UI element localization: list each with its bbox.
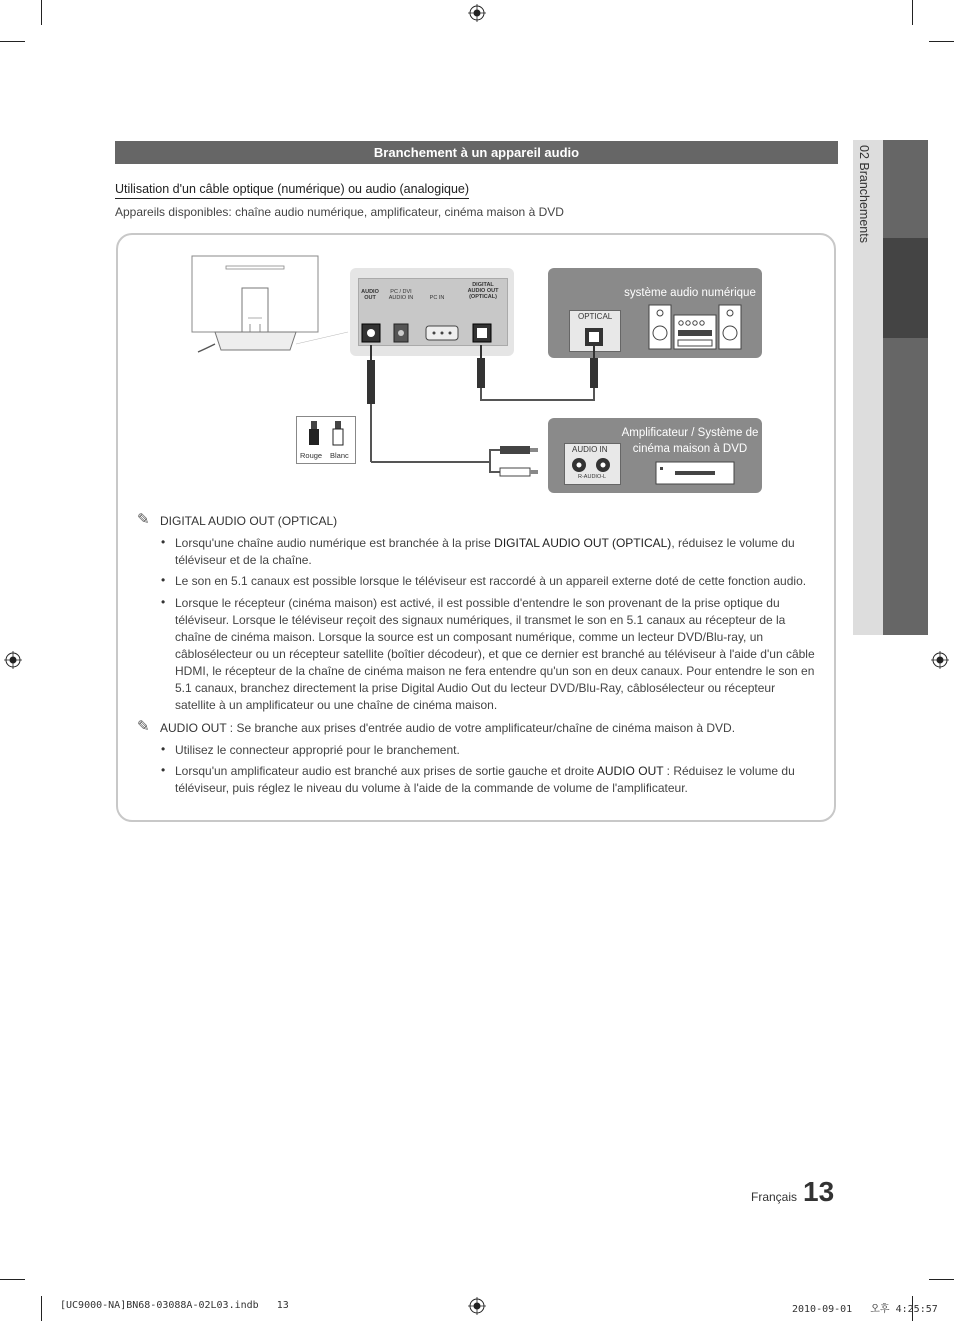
blanc-label: Blanc bbox=[330, 451, 349, 460]
subheading: Utilisation d'un câble optique (numérique) ou audio (analogique) bbox=[115, 182, 469, 199]
crop-mark bbox=[929, 1279, 954, 1280]
registration-mark-icon bbox=[4, 651, 22, 669]
note2-bullet-2: Lorsqu'un amplificateur audio est branché aux prises de sortie gauche et droite AUDIO OUT : Réduisez le volume du téléviseur, puis réglez le niveau du volume à l'aide de la commande de volume de l'amplificateur. bbox=[175, 764, 795, 795]
crop-mark bbox=[929, 41, 954, 42]
note1-bullet-2: Le son en 5.1 canaux est possible lorsque le téléviseur est raccordé à un appareil externe doté de cette fonction audio. bbox=[175, 574, 807, 588]
bullet-icon: • bbox=[161, 595, 166, 609]
optical-label: OPTICAL bbox=[578, 312, 613, 321]
note-pencil-icon: ✎ bbox=[137, 718, 150, 735]
registration-mark-icon bbox=[931, 651, 949, 669]
bullet-icon: • bbox=[161, 535, 166, 549]
audio-system-icon bbox=[648, 303, 744, 351]
digital-audio-label: système audio numérique bbox=[624, 287, 756, 299]
registration-mark-icon bbox=[468, 1297, 486, 1315]
dvd-player-icon bbox=[655, 461, 735, 485]
available-devices: Appareils disponibles: chaîne audio numérique, amplificateur, cinéma maison à DVD bbox=[115, 205, 564, 219]
chapter-tab-block bbox=[883, 140, 928, 238]
bullet-icon: • bbox=[161, 573, 166, 587]
port-label-digital-audio-out: DIGITAL AUDIO OUT (OPTICAL) bbox=[467, 282, 499, 300]
chapter-tab-block bbox=[883, 338, 928, 635]
cables-icon bbox=[360, 340, 610, 490]
footer-language: Français bbox=[751, 1190, 798, 1204]
bullet-icon: • bbox=[161, 763, 166, 777]
crop-mark bbox=[0, 41, 25, 42]
rouge-label: Rouge bbox=[300, 451, 323, 460]
port-label-pc-dvi: PC / DVI AUDIO IN bbox=[388, 289, 414, 301]
note-pencil-icon: ✎ bbox=[137, 511, 150, 528]
chapter-label: 02 Branchements bbox=[857, 145, 871, 243]
chapter-tab-block-active bbox=[883, 238, 928, 338]
crop-mark bbox=[41, 1296, 42, 1321]
tv-back-icon bbox=[190, 254, 350, 360]
rca-plugs-icon bbox=[304, 419, 348, 449]
registration-mark-icon bbox=[468, 4, 486, 22]
note1-title: DIGITAL AUDIO OUT (OPTICAL) bbox=[160, 514, 338, 528]
note2-bullet-1: Utilisez le connecteur approprié pour le branchement. bbox=[175, 743, 460, 757]
note2: AUDIO OUT : Se branche aux prises d'entrée audio de votre amplificateur/chaîne de cinéma maison à DVD. bbox=[160, 721, 736, 735]
section-title: Branchement à un appareil audio bbox=[115, 141, 838, 164]
crop-mark bbox=[41, 0, 42, 25]
amplifier-label: Amplificateur / Système de cinéma maison à DVD bbox=[621, 427, 759, 455]
audio-in-label: AUDIO IN bbox=[572, 445, 608, 454]
port-label-pc-in: PC IN bbox=[429, 295, 445, 301]
print-slug-date: 2010-09-01 오후 4:25:57 bbox=[792, 1304, 938, 1315]
port-label-audio-out: AUDIO OUT bbox=[361, 289, 379, 301]
note1-bullet-3: Lorsque le récepteur (cinéma maison) est activé, il est possible d'entendre le son provenant de la prise optique du téléviseur. Lorsque le téléviseur reçoit des signaux numériques, il transmet le son en 5.1 canaux au récepteur de la chaîne de cinéma maison. Lorsque la source est un composant numérique, comme un lecteur DVD/Blu-ray, un câblosélecteur ou un récepteur satellite (boîtier décodeur), et que ce dernier est branché au téléviseur à l'aide d'un câble HDMI, le récepteur de la chaîne de cinéma maison ne fera entendre qu'un son en deux canaux. Pour entendre le son en 5.1 canaux, branchez directement la prise Digital Audio Out du lecteur DVD/Blu-Ray, câblosélecteur ou récepteur satellite à un amplificateur ou une chaîne de cinéma maison. bbox=[175, 596, 815, 712]
r-audio-l-label: R-AUDIO-L bbox=[578, 474, 607, 480]
print-slug-file: [UC9000-NA]BN68-03088A-02L03.indb 13 bbox=[60, 1300, 289, 1311]
bullet-icon: • bbox=[161, 742, 166, 756]
page-number: 13 bbox=[803, 1176, 835, 1207]
note1-bullet-1: Lorsqu'une chaîne audio numérique est branchée à la prise DIGITAL AUDIO OUT (OPTICAL), réduisez le volume du téléviseur et de la chaîne. bbox=[175, 536, 795, 567]
crop-mark bbox=[912, 0, 913, 25]
crop-mark bbox=[0, 1279, 25, 1280]
